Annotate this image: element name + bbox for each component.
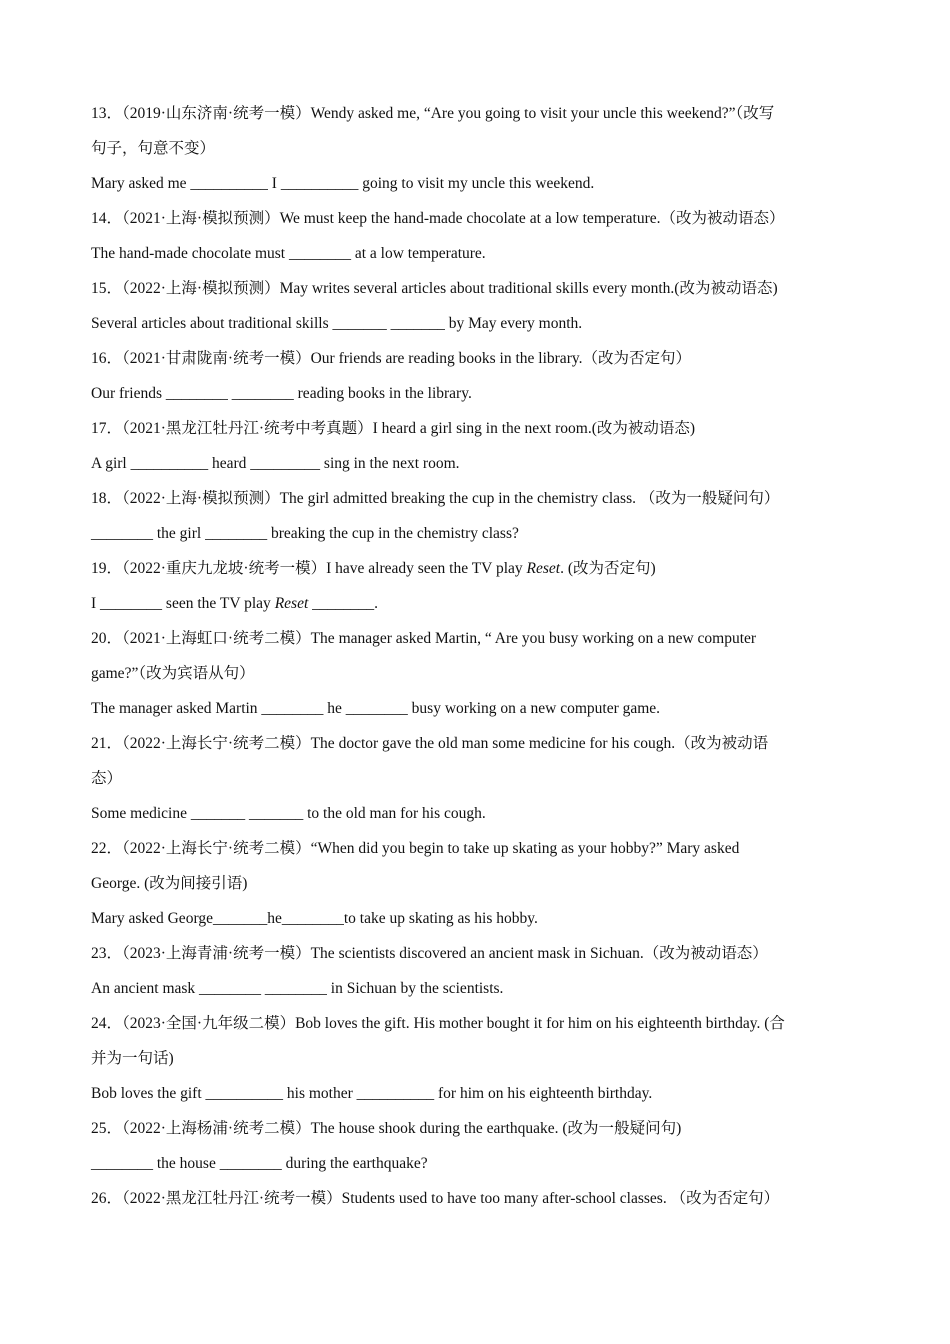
question-26 — [91, 1181, 856, 1216]
question-16 — [91, 341, 856, 411]
answer-line: ________ the girl ________ breaking the cup in the chemistry class? — [91, 525, 519, 542]
question-15 — [91, 271, 856, 341]
question-text: The girl admitted breaking the cup in the chemistry class. （改为一般疑问句） — [279, 490, 780, 507]
play-title: Reset — [526, 560, 561, 577]
answer-line: An ancient mask ________ ________ in Sichuan by the scientists. — [91, 980, 504, 997]
question-source: （2021·上海·模拟预测） — [122, 210, 280, 227]
answer-line: I ________ seen the TV play Reset ________. — [91, 595, 379, 612]
answer-line: The hand-made chocolate must ________ at a low temperature. — [91, 245, 486, 262]
question-source: （2023·上海青浦·统考一模） — [122, 945, 311, 962]
answer-line: Several articles about traditional skills _______ _______ by May every month. — [91, 315, 583, 332]
question-text-end: . (改为否定句) — [560, 560, 656, 577]
question-21 — [91, 726, 856, 831]
question-18 — [91, 481, 856, 551]
answer-line: Some medicine _______ _______ to the old man for his cough. — [91, 805, 486, 822]
answer-line: ________ the house ________ during the earthquake? — [91, 1155, 428, 1172]
question-17 — [91, 411, 856, 481]
question-23 — [91, 936, 856, 1006]
question-20 — [91, 621, 856, 726]
question-number: 25． — [91, 1120, 123, 1137]
question-number: 17． — [91, 420, 123, 437]
answer-line: Bob loves the gift __________ his mother __________ for him on his eighteenth birthday. — [91, 1085, 653, 1102]
question-source: （2023·全国·九年级二模） — [122, 1015, 296, 1032]
play-title: Reset — [274, 595, 309, 612]
question-number: 21． — [91, 735, 123, 752]
question-number: 15． — [91, 280, 123, 297]
question-text: The manager asked Martin, “ Are you busy working on a new computer — [310, 630, 757, 647]
answer-line: Mary asked me __________ I __________ going to visit my uncle this weekend. — [91, 175, 595, 192]
question-source: （2022·上海长宁·统考二模） — [122, 735, 311, 752]
question-25 — [91, 1111, 856, 1181]
question-number: 14． — [91, 210, 123, 227]
question-text: I heard a girl sing in the next room.(改为被动语态) — [372, 420, 696, 437]
question-source: （2021·黑龙江牡丹江·统考中考真题） — [122, 420, 373, 437]
question-22 — [91, 831, 856, 936]
question-source: （2021·甘肃陇南·统考一模） — [122, 350, 311, 367]
question-number: 13． — [91, 105, 123, 122]
answer-line: Mary asked George_______he________to take up skating as his hobby. — [91, 910, 538, 927]
question-text: The scientists discovered an ancient mask in Sichuan.（改为被动语态） — [310, 945, 768, 962]
question-list — [91, 96, 856, 1216]
question-number: 18． — [91, 490, 123, 507]
question-text: The house shook during the earthquake. (改为一般疑问句) — [310, 1120, 682, 1137]
question-19 — [91, 551, 856, 621]
question-text-continued: game?”（改为宾语从句） — [91, 665, 255, 682]
question-text-continued: George. (改为间接引语) — [91, 875, 248, 892]
answer-line: A girl __________ heard _________ sing in the next room. — [91, 455, 460, 472]
question-text-continued: 并为一句话) — [91, 1050, 174, 1067]
question-number: 23． — [91, 945, 123, 962]
question-text: Students used to have too many after-school classes. （改为否定句） — [341, 1190, 780, 1207]
question-text: May writes several articles about traditional skills every month.(改为被动语态) — [279, 280, 778, 297]
question-source: （2019·山东济南·统考一模） — [122, 105, 311, 122]
question-13 — [91, 96, 856, 201]
question-number: 20． — [91, 630, 123, 647]
question-text: I have already seen the TV play — [326, 560, 527, 577]
question-number: 26． — [91, 1190, 123, 1207]
question-24 — [91, 1006, 856, 1111]
question-14 — [91, 201, 856, 271]
question-source: （2022·上海·模拟预测） — [122, 280, 280, 297]
question-text: Our friends are reading books in the library.（改为否定句） — [310, 350, 691, 367]
question-number: 19． — [91, 560, 123, 577]
question-source: （2022·上海杨浦·统考二模） — [122, 1120, 311, 1137]
answer-line: Our friends ________ ________ reading books in the library. — [91, 385, 472, 402]
question-text: Bob loves the gift. His mother bought it for him on his eighteenth birthday. (合 — [295, 1015, 785, 1032]
question-number: 24． — [91, 1015, 123, 1032]
question-source: （2022·上海·模拟预测） — [122, 490, 280, 507]
question-source: （2021·上海虹口·统考二模） — [122, 630, 311, 647]
question-text-continued: 态） — [91, 770, 123, 787]
question-source: （2022·重庆九龙坡·统考一模） — [122, 560, 327, 577]
question-number: 22． — [91, 840, 123, 857]
answer-line: The manager asked Martin ________ he ________ busy working on a new computer game. — [91, 700, 661, 717]
question-number: 16． — [91, 350, 123, 367]
question-text: Wendy asked me, “Are you going to visit your uncle this weekend?”（改写 — [310, 105, 775, 122]
question-text: We must keep the hand-made chocolate at a low temperature.（改为被动语态） — [279, 210, 785, 227]
question-text-continued: 句子，句意不变） — [91, 140, 216, 157]
question-source: （2022·黑龙江牡丹江·统考一模） — [122, 1190, 342, 1207]
question-text: The doctor gave the old man some medicine for his cough.（改为被动语 — [310, 735, 769, 752]
question-source: （2022·上海长宁·统考二模） — [122, 840, 311, 857]
question-text: “When did you begin to take up skating as your hobby?” Mary asked — [310, 840, 740, 857]
